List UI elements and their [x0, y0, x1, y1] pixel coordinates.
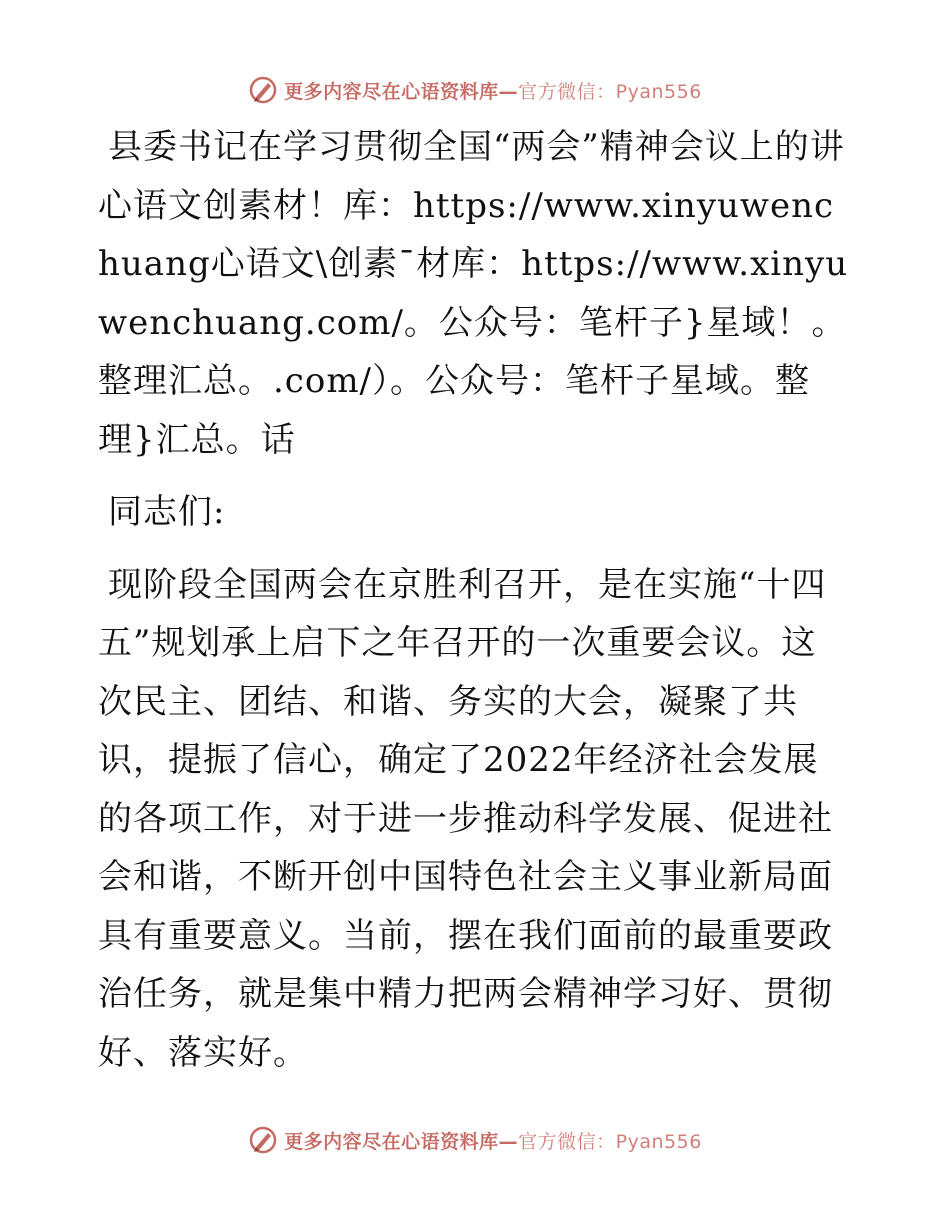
header-banner-main: 更多内容尽在心语资料库— [284, 80, 519, 103]
footer-banner-wechat: 官方微信：Pyan556 [518, 1130, 702, 1153]
footer-banner-text [284, 1127, 702, 1154]
pen-logo-icon [248, 75, 278, 105]
header-banner-wechat: 官方微信：Pyan556 [518, 80, 702, 103]
pen-logo-icon [248, 1125, 278, 1155]
paragraph-1: 现阶段全国两会在京胜利召开，是在实施“十四五”规划承上启下之年召开的一次重要会议。这次民主、团结、和谐、务实的大会，凝聚了共识，提振了信心，确定了2022年经济社会发展的各项工作，对于进一步推动科学发展、促进社会和谐，不断开创中国特色社会主义事业新局面具有重要意义。当前，摆在我们面前的最重要政治任务，就是集中精力把两会精神学习好、贯彻好、落实好。 [98, 564, 833, 1073]
header-banner [0, 70, 950, 110]
document-title: 县委书记在学习贯彻全国“两会”精神会议上的讲心语文创素材！库：https://www.xinyuwenchuang心语文\创素¯材库：https://www.xinyuwenchuang.com/。公众号：笔杆子}星域！。整理汇总。.com/）。公众号：笔杆子星域。整理}汇总。话 [98, 127, 849, 460]
salutation: 同志们: [108, 492, 226, 532]
header-banner-text [284, 77, 702, 104]
document-body [98, 118, 850, 1098]
footer-banner [0, 1120, 950, 1160]
footer-banner-main: 更多内容尽在心语资料库— [284, 1130, 519, 1153]
